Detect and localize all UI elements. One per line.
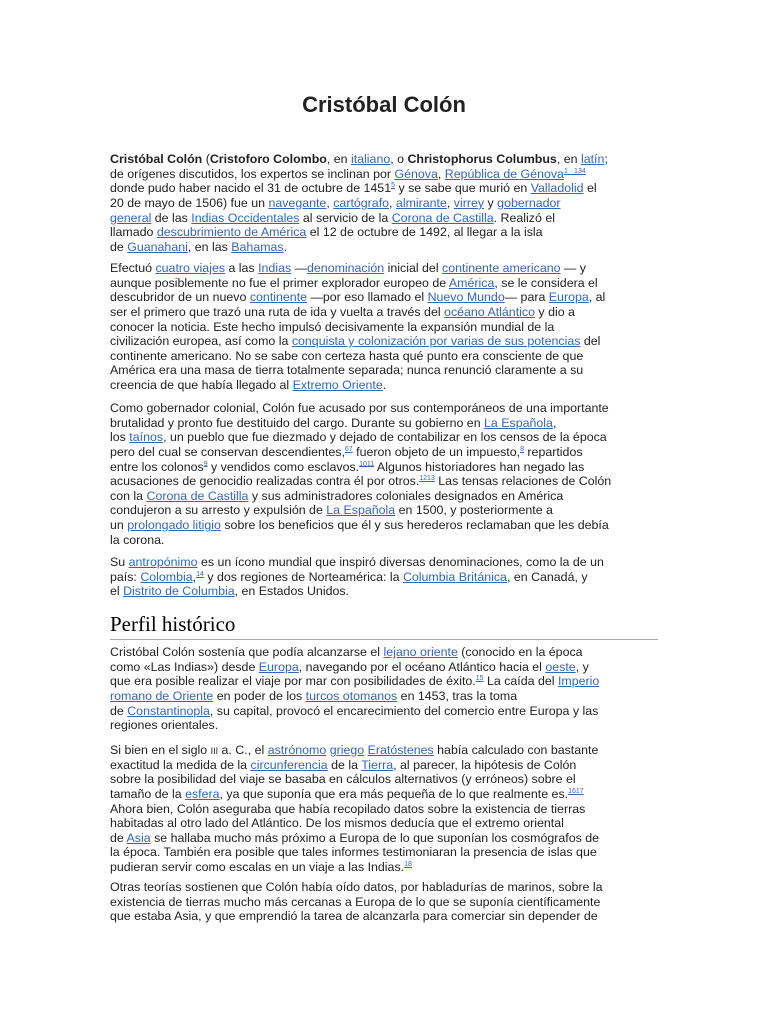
reference-link[interactable]: 1011 — [359, 460, 375, 468]
article-link[interactable]: Indias — [258, 261, 292, 275]
text: Como gobernador colonial, Colón fue acusado por sus contemporáneos de una importante — [110, 401, 609, 415]
article-link[interactable]: Tierra — [361, 757, 394, 772]
text: como «Las Indias») desde — [110, 659, 259, 674]
article-link[interactable]: Constantinopla — [127, 703, 210, 718]
text: de — [110, 239, 128, 254]
text: y dos regiones de Norteamérica: la — [203, 569, 403, 584]
text: en poder de los — [213, 688, 306, 703]
text-line — [110, 533, 611, 548]
paragraph-voyages — [110, 261, 605, 393]
text-line — [110, 816, 599, 831]
text: , se le considera el — [494, 275, 598, 290]
reference-link[interactable]: 14 — [196, 570, 204, 578]
paragraph-historical-3 — [110, 880, 603, 924]
text: pudieran servir como escalas en un viaje a las Indias. — [110, 860, 405, 875]
page-title: Cristóbal Colón — [302, 92, 466, 117]
text: en 1500, y posteriormente a — [395, 503, 553, 518]
text: . — [382, 378, 387, 393]
text: regiones orientales. — [110, 718, 219, 733]
text-line — [110, 880, 603, 895]
article-link[interactable]: Bahamas — [231, 239, 284, 254]
reference-link[interactable]: 9 — [203, 460, 208, 468]
bold-term: Cristoforo Colombo — [209, 152, 327, 166]
text-line — [110, 460, 611, 475]
text-line — [110, 225, 608, 240]
text: un — [110, 518, 128, 533]
text: acusaciones de genocidio realizadas contra él por otros. — [110, 474, 420, 489]
section-heading: Perfil histórico — [110, 612, 658, 640]
text: a. C., el — [218, 743, 268, 757]
reference-link[interactable]: 8 — [520, 445, 524, 453]
text-line — [110, 895, 603, 910]
text-line — [110, 378, 605, 393]
text-line — [110, 660, 599, 675]
text: y dio a — [534, 304, 575, 319]
text: habitadas al otro lado del Atlántico. De los mismos deducía que el extremo oriental — [110, 816, 564, 831]
text: ; — [604, 152, 608, 166]
article-link[interactable]: astrónomo — [267, 743, 327, 757]
text: (conocido en la época — [457, 645, 583, 659]
article-link[interactable]: Génova — [394, 166, 438, 181]
text: Ahora bien, Colón aseguraba que había recopilado datos sobre la existencia de tierras — [110, 801, 586, 816]
article-link[interactable]: esfera — [185, 786, 220, 801]
article-link[interactable]: América — [448, 275, 495, 290]
text: exactitud la medida de la — [110, 757, 251, 772]
text-line — [110, 167, 608, 182]
text: llamado — [110, 225, 157, 240]
text-line — [110, 261, 605, 276]
reference-link[interactable]: 5 — [391, 182, 395, 190]
bold-term: Christophorus Columbus — [407, 152, 557, 166]
text-line — [110, 845, 599, 860]
article-link[interactable]: virrey — [453, 195, 485, 210]
text: la época. También era posible que tales informes testimoniaran la presencia de islas que — [110, 845, 597, 860]
article-link[interactable]: La Española — [484, 415, 553, 430]
text: fueron objeto de un impuesto, — [352, 444, 521, 459]
article-link[interactable]: Columbia Británica — [402, 569, 507, 584]
text: país: — [110, 569, 141, 584]
article-link[interactable]: turcos otomanos — [305, 688, 398, 703]
text-line — [110, 363, 605, 378]
article-link[interactable]: Eratóstenes — [367, 743, 434, 757]
text: , — [446, 195, 454, 210]
text: , al parecer, la hipótesis de Colón — [393, 757, 577, 772]
article-link[interactable]: lejano oriente — [383, 645, 458, 659]
text: que estaba Asia, y que emprendió la tarea de alcanzarla para comerciar sin depender de — [110, 909, 598, 924]
article-link[interactable]: descubrimiento de América — [156, 225, 307, 240]
article-link[interactable]: Asia — [126, 830, 151, 845]
article-link[interactable]: Europa — [258, 659, 299, 674]
text: , — [552, 415, 557, 430]
text: América era una masa de tierra totalmente separada; nunca renunció claramente a su — [110, 363, 584, 378]
text-line — [110, 474, 611, 489]
text: , en — [326, 152, 351, 166]
article-link[interactable]: oeste — [545, 659, 576, 674]
text-line — [110, 152, 608, 167]
text: , y — [575, 659, 589, 674]
article-link[interactable]: Imperio — [557, 674, 600, 689]
text: creencia de que había llegado al — [110, 378, 293, 393]
article-link[interactable]: continente — [249, 290, 308, 305]
text-line — [110, 743, 599, 758]
text: con la — [110, 488, 147, 503]
text: inicial del — [384, 261, 443, 275]
text: el 12 de octubre de 1492, al llegar a la isla — [306, 225, 543, 240]
bold-term: Cristóbal Colón — [110, 152, 203, 166]
article-link[interactable]: Corona de Castilla — [391, 210, 494, 225]
text: que era posible realizar el viaje por mar con posibilidades de éxito. — [110, 674, 476, 689]
text: , en las — [187, 239, 232, 254]
text: condujeron a su arresto y expulsión de — [110, 503, 327, 518]
text-line — [110, 211, 608, 226]
text: — para — [504, 290, 549, 305]
text: es un ícono mundial que inspiró diversas denominaciones, como la de un — [197, 555, 604, 569]
text: la corona. — [110, 532, 165, 547]
text: civilización europea, así como la — [110, 334, 292, 349]
reference-link[interactable]: 1617 — [568, 787, 584, 795]
text-line — [110, 290, 605, 305]
article-link[interactable]: Nuevo Mundo — [427, 290, 505, 305]
text: . — [283, 239, 288, 254]
article-link[interactable]: océano Atlántico — [444, 304, 535, 319]
text-line — [110, 584, 604, 599]
article-link[interactable]: conquista y colonización por varias de sus potencias — [291, 334, 581, 349]
text-line — [110, 349, 605, 364]
text-line — [110, 416, 611, 431]
text-line — [110, 831, 599, 846]
article-link[interactable]: cuatro viajes — [155, 261, 226, 275]
article-link[interactable]: circunferencia — [250, 757, 328, 772]
text: en 1453, tras la toma — [397, 688, 518, 703]
text: conocer la noticia. Este hecho impulsó decisivamente la expansión mundial de la — [110, 319, 555, 334]
text: , o — [390, 152, 408, 166]
text-line — [110, 860, 599, 875]
text-line — [110, 689, 599, 704]
text: pero del cual se conservan descendientes, — [110, 444, 345, 459]
text: Su — [110, 555, 129, 569]
paragraph-historical-2 — [110, 743, 599, 875]
text: Las tensas relaciones de Colón — [434, 474, 612, 489]
text: de la — [327, 757, 362, 772]
text: el — [583, 181, 597, 196]
article-link[interactable]: prolongado litigio — [127, 518, 221, 533]
article-link[interactable]: Colombia — [140, 569, 193, 584]
text: Si bien en el siglo — [110, 743, 211, 757]
text: , ya que suponía que era más pequeña de lo que realmente es. — [219, 786, 569, 801]
text-line — [110, 503, 611, 518]
text-line — [110, 645, 599, 660]
text-line — [110, 320, 605, 335]
text: había calculado con bastante — [433, 743, 599, 757]
text: aunque posiblemente no fue el primer explorador europeo de — [110, 275, 449, 290]
text-line — [110, 305, 605, 320]
text: tamaño de la — [110, 786, 186, 801]
text: sobre la posibilidad del viaje se basaba en cálculos alternativos (y erróneos) sobre el — [110, 772, 576, 787]
text: — y — [560, 261, 586, 275]
text: 20 de mayo de 1506) fue un — [110, 195, 269, 210]
text-line — [110, 445, 611, 460]
reference-link[interactable]: 67 — [344, 445, 353, 453]
text: , al — [588, 290, 606, 305]
text: y se sabe que murió en — [395, 181, 531, 196]
text: , — [389, 195, 396, 210]
text: los — [110, 430, 130, 445]
text-line — [110, 909, 603, 924]
reference-link[interactable]: 15 — [475, 675, 484, 683]
article-link[interactable]: latín — [580, 152, 605, 166]
text: sobre los beneficios que él y sus herederos reclamaban que les debía — [220, 518, 609, 533]
text: , en Canadá, y — [506, 569, 588, 584]
text-line — [110, 570, 604, 585]
article-link[interactable]: romano de Oriente — [110, 688, 214, 703]
article-link[interactable]: italiano — [350, 152, 391, 166]
text: , — [326, 195, 334, 210]
text: , un pueblo que fue diezmado y dejado de contabilizar en los censos de la época — [163, 430, 607, 445]
article-link[interactable]: Guanahani — [127, 239, 188, 254]
text: se hallaba mucho más próximo a Europa de lo que suponían los cosmógrafos de — [150, 830, 600, 845]
article-link[interactable]: almirante — [395, 195, 447, 210]
text: a las — [225, 261, 259, 275]
article-link[interactable]: La Española — [326, 503, 396, 518]
text: el — [110, 584, 124, 599]
text: ser el primero que trazó una ruta de ida y vuelta a través del — [110, 304, 445, 319]
text: existencia de tierras mucho más cercanas a Europa de lo que se suponía científicamente — [110, 894, 601, 909]
paragraph-name — [110, 555, 604, 599]
text: , en Estados Unidos. — [234, 584, 349, 599]
article-link[interactable]: Corona de Castilla — [146, 488, 249, 503]
text-line — [110, 802, 599, 817]
text: donde pudo haber nacido el 31 de octubre de 1451 — [110, 181, 392, 196]
text: y — [484, 195, 498, 210]
text: y sus administradores coloniales designados en América — [248, 488, 564, 503]
text: — — [291, 261, 308, 275]
text-line — [110, 401, 611, 416]
text-line — [110, 276, 605, 291]
reference-link[interactable]: 1 · 134 — [563, 167, 586, 175]
paragraph-intro — [110, 152, 608, 254]
text-line — [110, 518, 611, 533]
article-link[interactable]: República de Génova — [444, 166, 564, 181]
text-line — [110, 334, 605, 349]
text: del — [580, 334, 601, 349]
text: La caída del — [483, 674, 558, 689]
text: de las — [151, 210, 192, 225]
article-link[interactable]: cartógrafo — [333, 195, 390, 210]
article-link[interactable]: continente americano — [442, 261, 561, 275]
text-line — [110, 787, 599, 802]
article-link[interactable]: gobernador — [497, 195, 561, 210]
text: , — [437, 166, 445, 181]
text-line — [110, 674, 599, 689]
article-link[interactable]: Valladolid — [530, 181, 584, 196]
text-line — [110, 240, 608, 255]
article-link[interactable]: griego — [329, 743, 365, 757]
text: ( — [202, 152, 210, 166]
text: , su capital, provocó el encarecimiento del comercio entre Europa y las — [209, 703, 599, 718]
reference-link[interactable]: 18 — [404, 861, 412, 868]
article-link[interactable]: taínos — [129, 430, 164, 445]
text: . Realizó el — [493, 210, 555, 225]
article-link[interactable]: navegante — [268, 195, 327, 210]
text: Cristóbal Colón sostenía que podía alcanzarse el — [110, 645, 384, 659]
text: al servicio de la — [299, 210, 392, 225]
article-link[interactable]: antropónimo — [128, 555, 198, 569]
text: , en — [556, 152, 581, 166]
article-link[interactable]: Indias Occidentales — [191, 210, 300, 225]
text: y vendidos como esclavos. — [207, 459, 360, 474]
text-line — [110, 555, 604, 570]
text: descubridor de un nuevo — [110, 290, 250, 305]
text: Efectuó — [110, 261, 156, 275]
text: continente americano. No se sabe con certeza hasta qué punto era consciente de que — [110, 348, 584, 363]
text-line — [110, 196, 608, 211]
roman-numeral: III — [210, 746, 219, 756]
article-link[interactable]: denominación — [307, 261, 385, 275]
article-link[interactable]: Distrito de Columbia — [123, 584, 235, 599]
text: —por eso llamado el — [307, 290, 428, 305]
text: brutalidad y pronto fue destituido del cargo. Durante su gobierno en — [110, 415, 485, 430]
paragraph-historical-1 — [110, 645, 599, 733]
text: de — [110, 830, 127, 845]
article-link[interactable]: Europa — [548, 290, 589, 305]
text: , — [192, 569, 197, 584]
article-link[interactable]: Extremo Oriente — [292, 378, 383, 393]
text: de — [110, 703, 128, 718]
article-link[interactable]: general — [110, 210, 152, 225]
text-line — [110, 704, 599, 719]
text: Otras teorías sostienen que Colón había oído datos, por habladurías de marinos, sobre la — [110, 880, 603, 894]
text: entre los colonos — [110, 459, 204, 474]
text-line — [110, 181, 608, 196]
reference-link[interactable]: 1213 — [419, 475, 435, 483]
text-line — [110, 430, 611, 445]
text-line — [110, 758, 599, 773]
text: repartidos — [523, 444, 583, 459]
text: de orígenes discutidos, los expertos se inclinan por — [110, 166, 395, 181]
text: Algunos historiadores han negado las — [374, 459, 585, 474]
text: , navegando por el océano Atlántico hacia el — [298, 659, 546, 674]
text-line — [110, 718, 599, 733]
text-line — [110, 772, 599, 787]
text-line — [110, 489, 611, 504]
paragraph-governor — [110, 401, 611, 547]
